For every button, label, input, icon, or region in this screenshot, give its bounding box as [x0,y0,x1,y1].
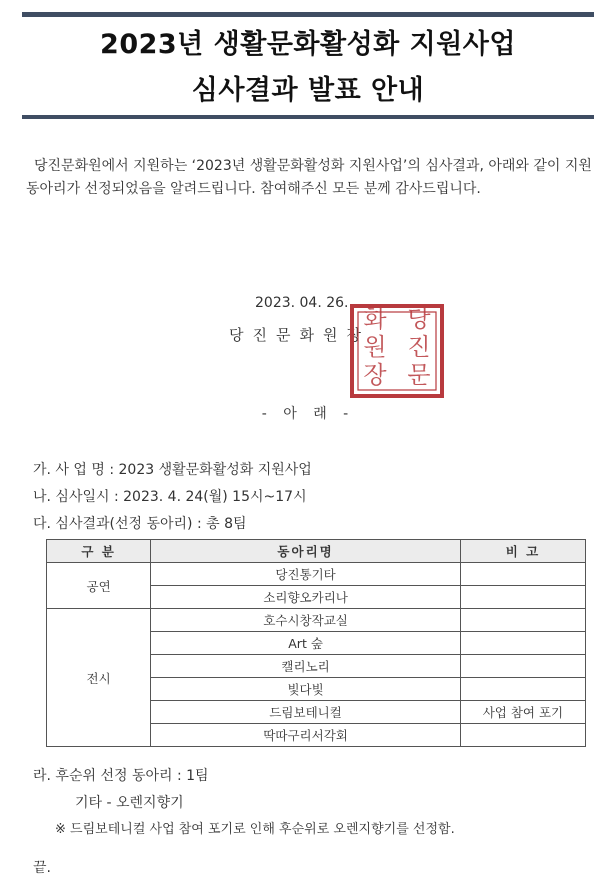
review-result-line: 다. 심사결과(선정 동아리) : 총 8팀 [33,516,247,532]
club-name-cell: Art 숲 [151,632,461,655]
page-title: 2023년 생활문화활성화 지원사업 [100,29,516,60]
seal-character: 장 [363,361,387,389]
review-date-line: 나. 심사일시 : 2023. 4. 24(월) 15시~17시 [33,489,307,505]
note-cell: 사업 참여 포기 [460,701,585,724]
organization-name: 당진문화원장 [229,326,370,344]
table-row [47,609,586,632]
end-mark: 끝. [33,860,51,876]
note-cell [460,609,585,632]
arae-heading: - 아 래 - [261,406,355,422]
bottom-rule [22,115,594,119]
club-name-cell: 당진통기타 [151,563,461,586]
table-row [47,563,586,586]
substitute-heading: 라. 후순위 선정 동아리 : 1팀 [33,768,209,784]
club-name-cell: 소리향오카리나 [151,586,461,609]
note-cell [460,655,585,678]
substitute-note: ※ 드림보테니컬 사업 참여 포기로 인해 후순위로 오렌지향기를 선정함. [55,822,455,837]
substitute-club: 기타 - 오렌지향기 [75,795,184,811]
business-name-line: 가. 사 업 명 : 2023 생활문화활성화 지원사업 [33,462,312,478]
club-name-cell: 드림보테니컬 [151,701,461,724]
club-name-cell: 호수시창작교실 [151,609,461,632]
page-subtitle: 심사결과 발표 안내 [191,75,425,106]
seal-character: 당 [407,305,431,333]
category-cell: 전시 [47,609,151,747]
note-cell [460,563,585,586]
table-header-row [47,540,586,563]
selection-table [46,539,586,747]
note-cell [460,632,585,655]
seal-character: 화 [363,305,387,333]
seal-character: 원 [363,333,387,361]
category-cell: 공연 [47,563,151,609]
seal-character: 진 [407,333,431,361]
header-club-name: 동아리명 [151,540,461,563]
header-note: 비 고 [460,540,585,563]
club-name-cell: 캘리노리 [151,655,461,678]
header-category: 구 분 [47,540,151,563]
announcement-date: 2023. 04. 26. [255,295,349,311]
note-cell [460,678,585,701]
intro-paragraph: 당진문화원에서 지원하는 ‘2023년 생활문화활성화 지원사업’의 심사결과, 아래와 같이 지원 동아리가 선정되었음을 알려드립니다. 참여해주신 모든 분께 감사드립니다. [26,158,592,197]
club-name-cell: 딱따구리서각회 [151,724,461,747]
note-cell [460,586,585,609]
seal-character: 문 [407,361,431,389]
note-cell [460,724,585,747]
club-name-cell: 빛다빛 [151,678,461,701]
top-rule [22,12,594,17]
official-seal-stamp [347,301,447,401]
